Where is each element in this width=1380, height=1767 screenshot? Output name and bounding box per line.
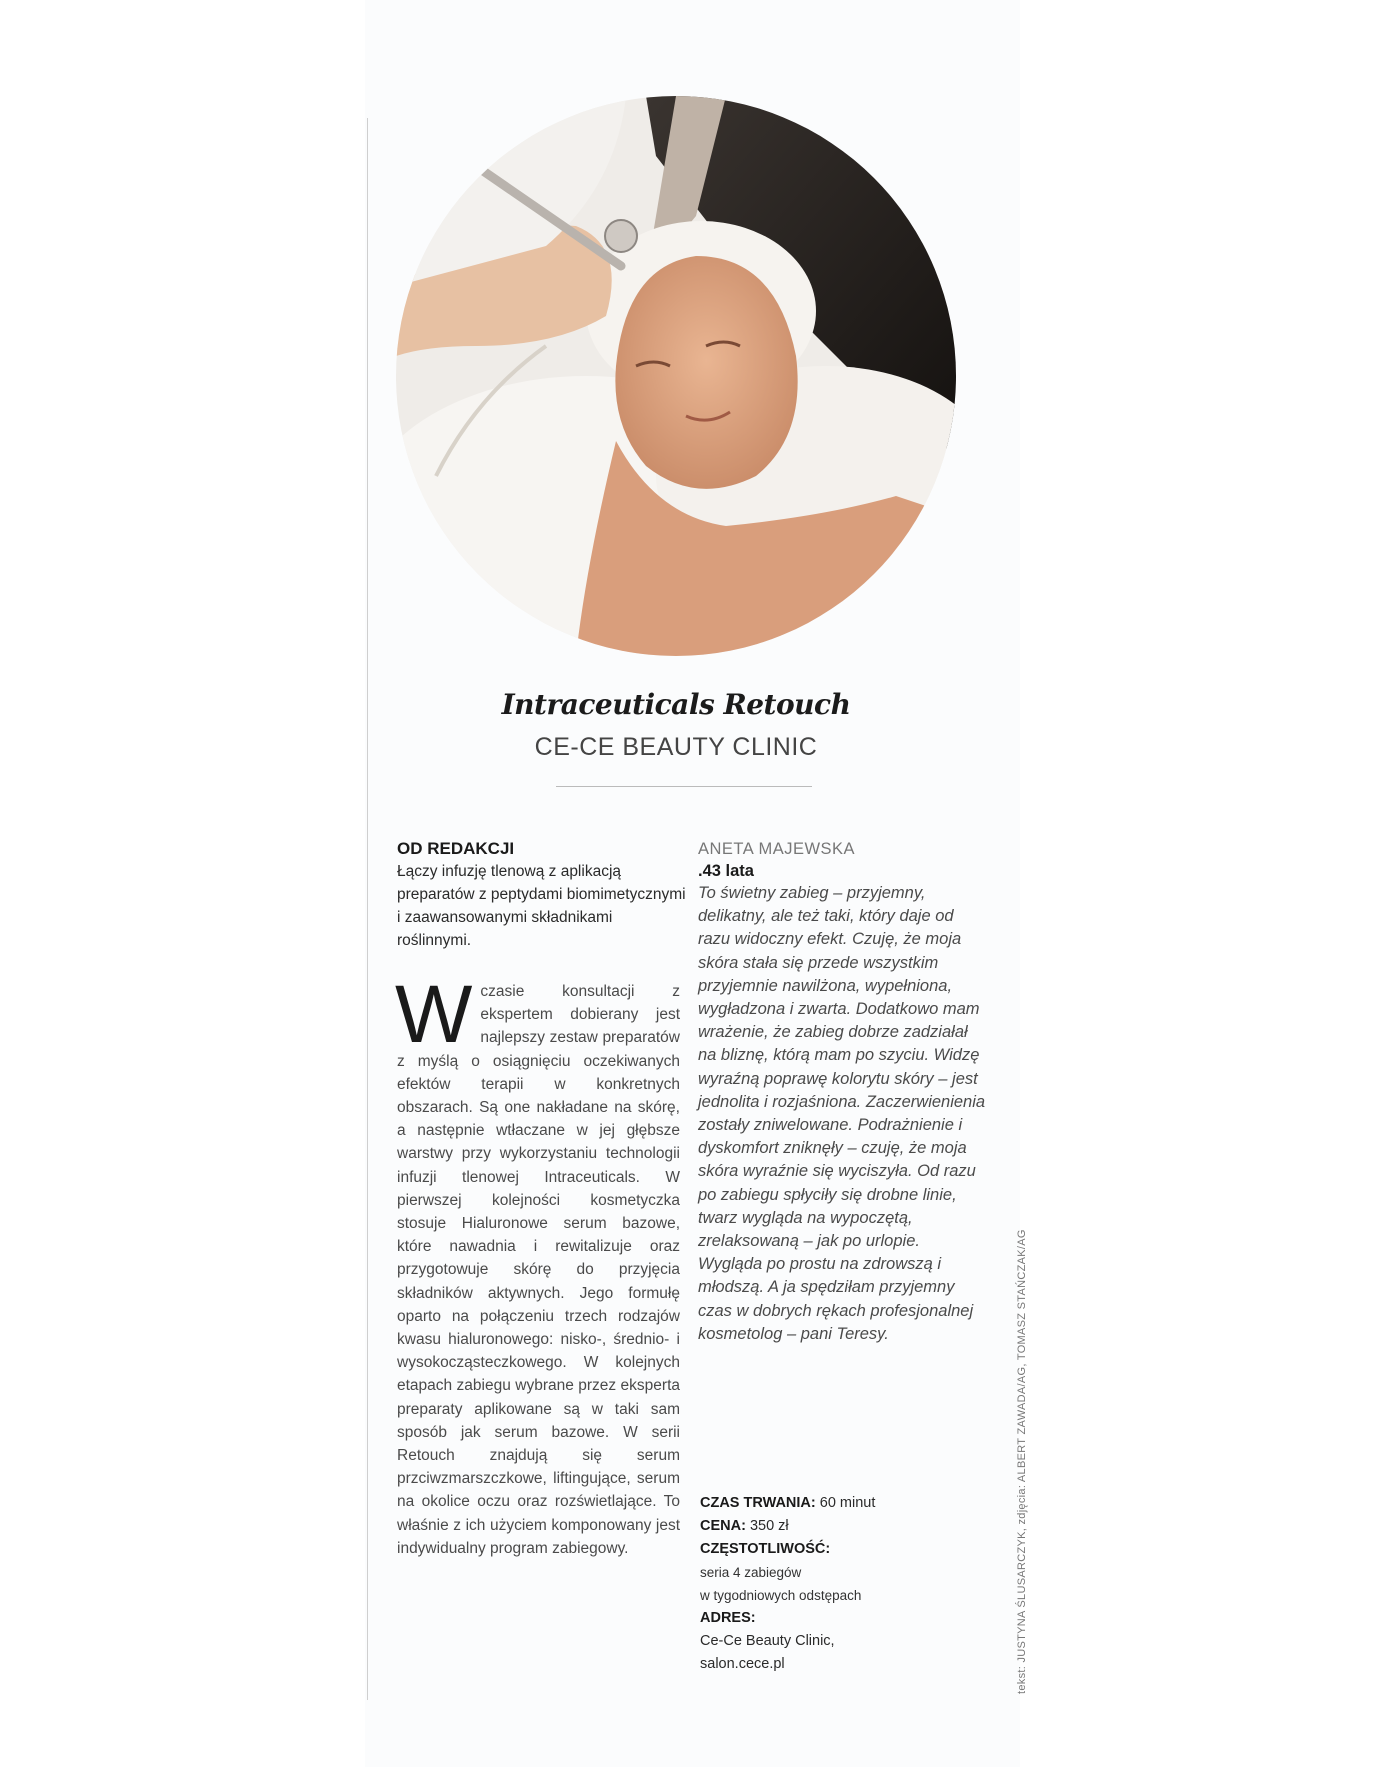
tester-age: .43 lata	[698, 862, 754, 880]
frequency-line	[700, 1538, 980, 1561]
body-text: czasie konsultacji z ekspertem dobierany jest najlepszy zestaw preparatów z myślą o osiągnięciu oczekiwanych efektów terapii w konkretnych obszarach. Są one nakładane na skórę, a następnie wtłaczane w jej głębsze warstwy przy wykorzystaniu technologii infuzji tlenowej Intraceuticals. W pierwszej kolejności kosmetyczka stosuje Hialuronowe serum bazowe, które nawadnia i rewitalizuje oraz przygotowuje skórę do przyjęcia składników aktywnych. Jego formułę oparto na połączeniu trzech rodzajów kwasu hialuronowego: nisko-, średnio- i wysokocząsteczkowego. W kolejnych etapach zabiegu wybrane przez eksperta preparaty aplikowane są w taki sam sposób jak serum bazowe. W serii Retouch znajdują się serum przciwzmarszczkowe, liftingujące, serum na okolice oczu oraz rozświetlające. To właśnie z ich użyciem komponowany jest indywidualny program zabiegowy.	[397, 983, 680, 1557]
price-value: 350 zł	[749, 1518, 789, 1534]
treatment-photo	[396, 96, 956, 656]
editor-text: Łączy infuzję tlenową z aplikacją preparatów z peptydami biomimetycznymi i zaawansowanymi składnikami roślinnymi.	[397, 863, 686, 949]
article-title: Intraceuticals Retouch	[501, 688, 851, 721]
frequency-value-2: w tygodniowych odstępach	[700, 1588, 862, 1603]
editor-heading: OD REDAKCJI	[397, 839, 515, 858]
price-label: CENA:	[700, 1518, 746, 1534]
page-margin-rule	[367, 118, 368, 1700]
treatment-photo-illustration	[396, 96, 956, 656]
article-subtitle: CE-CE BEAUTY CLINIC	[534, 733, 818, 761]
frequency-value-1: seria 4 zabiegów	[700, 1565, 802, 1580]
photo-credits: tekst: JUSTYNA ŚLUSARCZYK, zdjęcia: ALBERT ZAWADA/AG, TOMASZ STAŃCZAK/AG	[1016, 1229, 1028, 1694]
drop-cap: W	[395, 969, 473, 1060]
address-label: ADRES:	[700, 1610, 756, 1626]
tester-name: ANETA MAJEWSKA	[698, 840, 856, 858]
editor-note	[397, 838, 687, 952]
frequency-label: CZĘSTOTLIWOŚĆ:	[700, 1541, 831, 1557]
tester-review	[698, 838, 988, 1346]
address-value-1: Ce-Ce Beauty Clinic,	[700, 1633, 835, 1649]
price-line	[700, 1515, 980, 1538]
duration-line	[700, 1492, 980, 1515]
duration-label: CZAS TRWANIA:	[700, 1495, 816, 1511]
body-paragraph	[395, 969, 680, 1560]
duration-value: 60 minut	[819, 1495, 876, 1511]
address-line	[700, 1607, 980, 1630]
address-value-2: salon.cece.pl	[700, 1656, 785, 1672]
treatment-facts	[700, 1492, 980, 1676]
tester-quote: To świetny zabieg – przyjemny, delikatny, ale też taki, który daje od razu widoczny efekt. Czuję, że moja skóra stała się przede wszystkim przyjemnie nawilżona, wypełniona, wygładzona i zwarta. Dodatkowo mam wrażenie, że zabieg dobrze zadziałał na bliznę, którą mam po szyciu. Widzę wyraźną poprawę kolorytu skóry – jest jednolita i rozjaśniona. Zaczerwienienia zostały zniwelowane. Podrażnienie i dyskomfort zniknęły – czuję, że moja skóra wyraźnie się wyciszyła. Od razu po zabiegu spłyciły się drobne linie, twarz wygląda na wypoczętą, zrelaksowaną – jak po urlopie. Wygląda po prostu na zdrowszą i młodszą. A ja spędziłam przyjemny czas w dobrych rękach profesjonalnej kosmetolog – pani Teresy.	[698, 884, 986, 1343]
title-divider	[556, 786, 812, 787]
